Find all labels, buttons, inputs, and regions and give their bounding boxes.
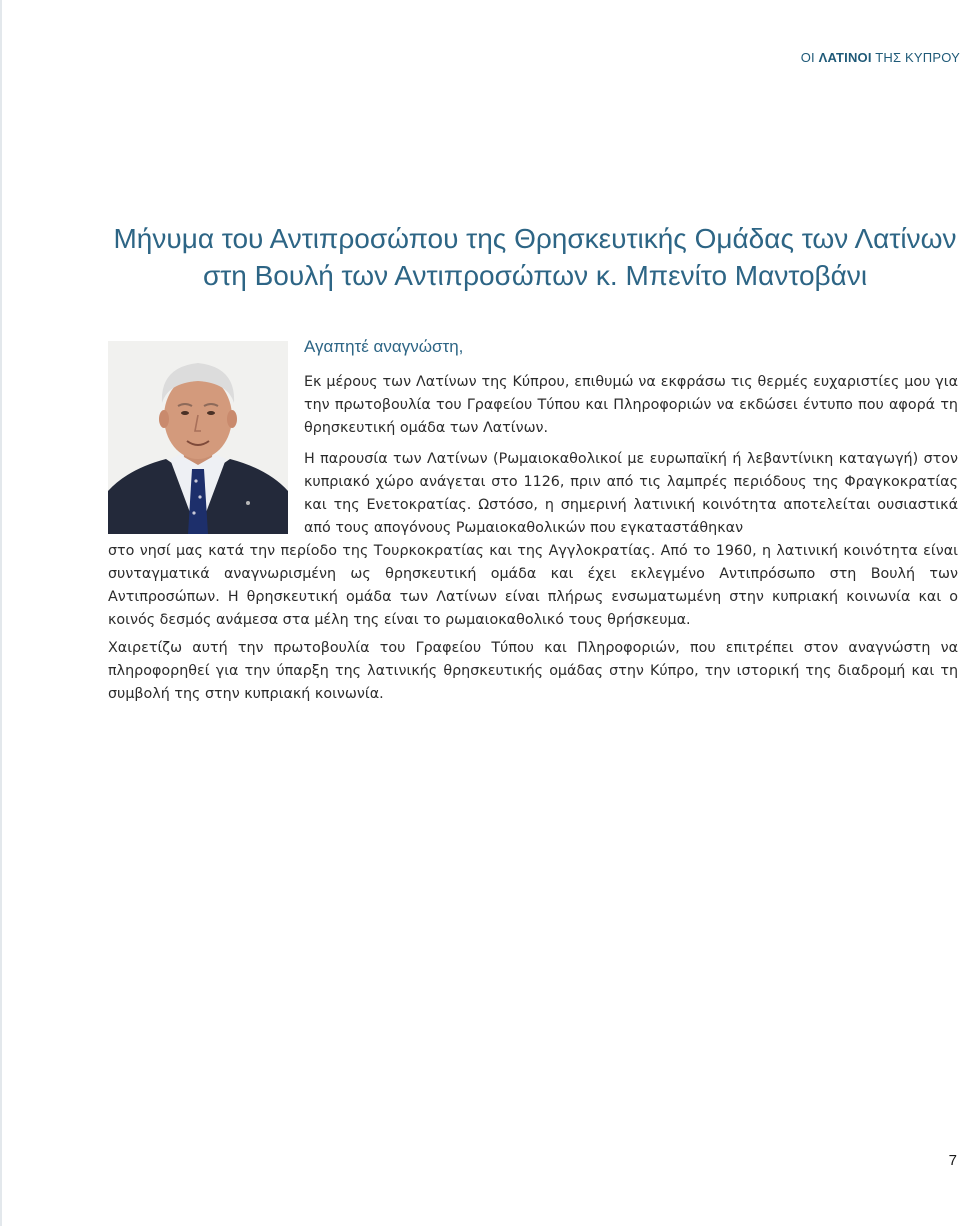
salutation: Αγαπητέ αναγνώστη,	[304, 337, 464, 356]
running-header-suffix: ΤΗΣ ΚΥΠΡΟΥ	[875, 50, 960, 65]
page-title-line-1: Μήνυμα του Αντιπροσώπου της Θρησκευτικής Ομάδας των Λατίνων	[113, 223, 957, 254]
running-header-prefix: ΟΙ	[800, 50, 815, 65]
paragraph-history-part-2: στο νησί μας κατά την περίοδο της Τουρκοκρατίας και της Αγγλοκρατίας. Από το 1960, η λατινική κοινότητα είναι συνταγματικά αναγνωρισμένη ως θρησκευτική ομάδα και έχει εκλεγμένο Αντιπρόσωπο στη Βουλή των Αντιπροσώπων. Η θρησκευτική ομάδα των Λατίνων είναι πλήρως ενσωματωμένη στην κυπριακή κοινωνία και ο κοινός δεσμός ανάμεσα στα μέλη της είναι το ρωμαιοκαθολικό τους θρήσκευμα.	[108, 543, 958, 628]
portrait-illustration	[108, 341, 288, 534]
paragraph-thanks: Εκ μέρους των Λατίνων της Κύπρου, επιθυμώ να εκφράσω τις θερμές ευχαριστίες μου για την πρωτοβουλία του Γραφείου Τύπου και Πληροφοριών να εκδώσει έντυπο που αφορά τη θρησκευτική ομάδα των Λατίνων.	[304, 374, 958, 436]
page-edge-rule	[0, 0, 2, 1226]
page-number: 7	[948, 1152, 957, 1169]
representative-portrait	[108, 341, 288, 534]
paragraph-history-part-1: Η παρουσία των Λατίνων (Ρωμαιοκαθολικοί με ευρωπαϊκή ή λεβαντίνικη καταγωγή) στον κυπριακό χώρο ανάγεται στο 1126, πριν από τις λαμπρές περιόδους της Φραγκοκρατίας και της Ενετοκρατίας. Ωστόσο, η σημερινή λατινική κοινότητα αποτελείται ουσιαστικά από τους απογόνους Ρωμαιοκαθολικών που εγκαταστάθηκαν	[304, 451, 958, 536]
paragraph-welcome: Χαιρετίζω αυτή την πρωτοβουλία του Γραφείου Τύπου και Πληροφοριών, που επιτρέπει στον αναγνώστη να πληροφορηθεί για την ύπαρξη της λατινικής θρησκευτικής ομάδας στην Κύπρο, την ιστορική της διαδρομή και τη συμβολή της στην κυπριακή κοινωνία.	[108, 640, 958, 702]
running-header-highlight: ΛΑΤΙΝΟΙ	[818, 50, 872, 65]
page-title-line-2: στη Βουλή των Αντιπροσώπων κ. Μπενίτο Μαντοβάνι	[202, 260, 868, 291]
page-title	[100, 220, 960, 294]
running-header	[801, 50, 960, 65]
